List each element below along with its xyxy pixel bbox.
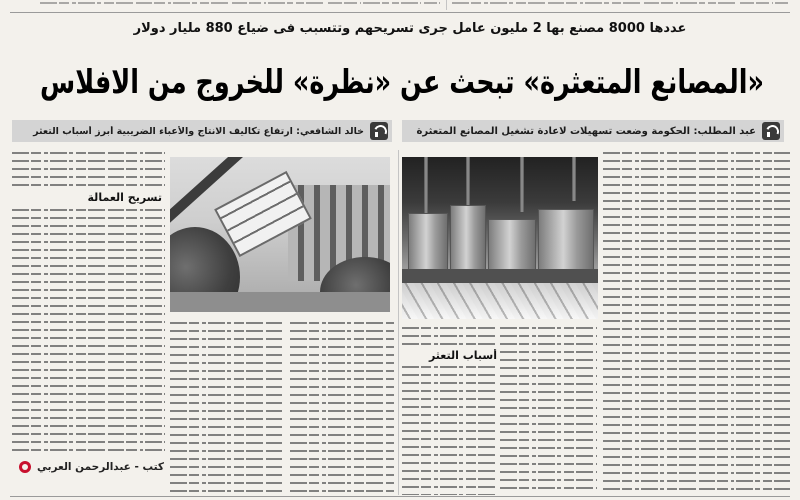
- subhead-layoffs: تسريح العمالة: [87, 191, 162, 204]
- byline-logo-icon: [19, 461, 31, 473]
- section-header-left: [12, 120, 392, 142]
- top-strip-divider: [446, 0, 447, 10]
- article-kicker: عددها 8000 مصنع بها 2 مليون عامل جرى تسريحهم وتتسبب فى ضياع 880 مليار دولار: [133, 21, 687, 36]
- body-text-column: [12, 150, 165, 188]
- top-strip-text: [40, 0, 440, 10]
- byline: [14, 459, 164, 475]
- body-text-column: [402, 364, 497, 495]
- section-logo-icon: [370, 122, 388, 140]
- body-text-column: [170, 320, 284, 495]
- body-text-column: [603, 150, 790, 495]
- section-header-right: [402, 120, 784, 142]
- factory-building-photo: [170, 157, 390, 312]
- body-text-column: [290, 320, 394, 495]
- byline-author: كتب - عبدالرحمن العربي: [36, 461, 164, 473]
- section-header-left-label: خالد الشافعي: ارتفاع تكاليف الانتاج والأعباء الضريبية أبرز أسباب التعثر: [33, 125, 364, 137]
- section-header-right-label: عبد المطلب: الحكومة وضعت تسهيلات لاعادة تشغيل المصانع المتعثرة: [416, 125, 756, 137]
- body-text-column: [402, 325, 497, 347]
- half-divider: [398, 150, 399, 495]
- section-logo-icon: [762, 122, 780, 140]
- top-strip-text: [452, 0, 788, 10]
- subhead-causes: أسباب التعثر: [428, 349, 497, 362]
- top-rule: [10, 12, 790, 13]
- bottom-rule: [10, 496, 790, 497]
- article-headline: «المصانع المتعثرة» تبحث عن «نظرة» للخروج من الافلاس: [40, 63, 764, 103]
- factory-machinery-photo: [402, 157, 598, 319]
- body-text-column: [500, 325, 597, 495]
- body-text-column: [12, 207, 165, 453]
